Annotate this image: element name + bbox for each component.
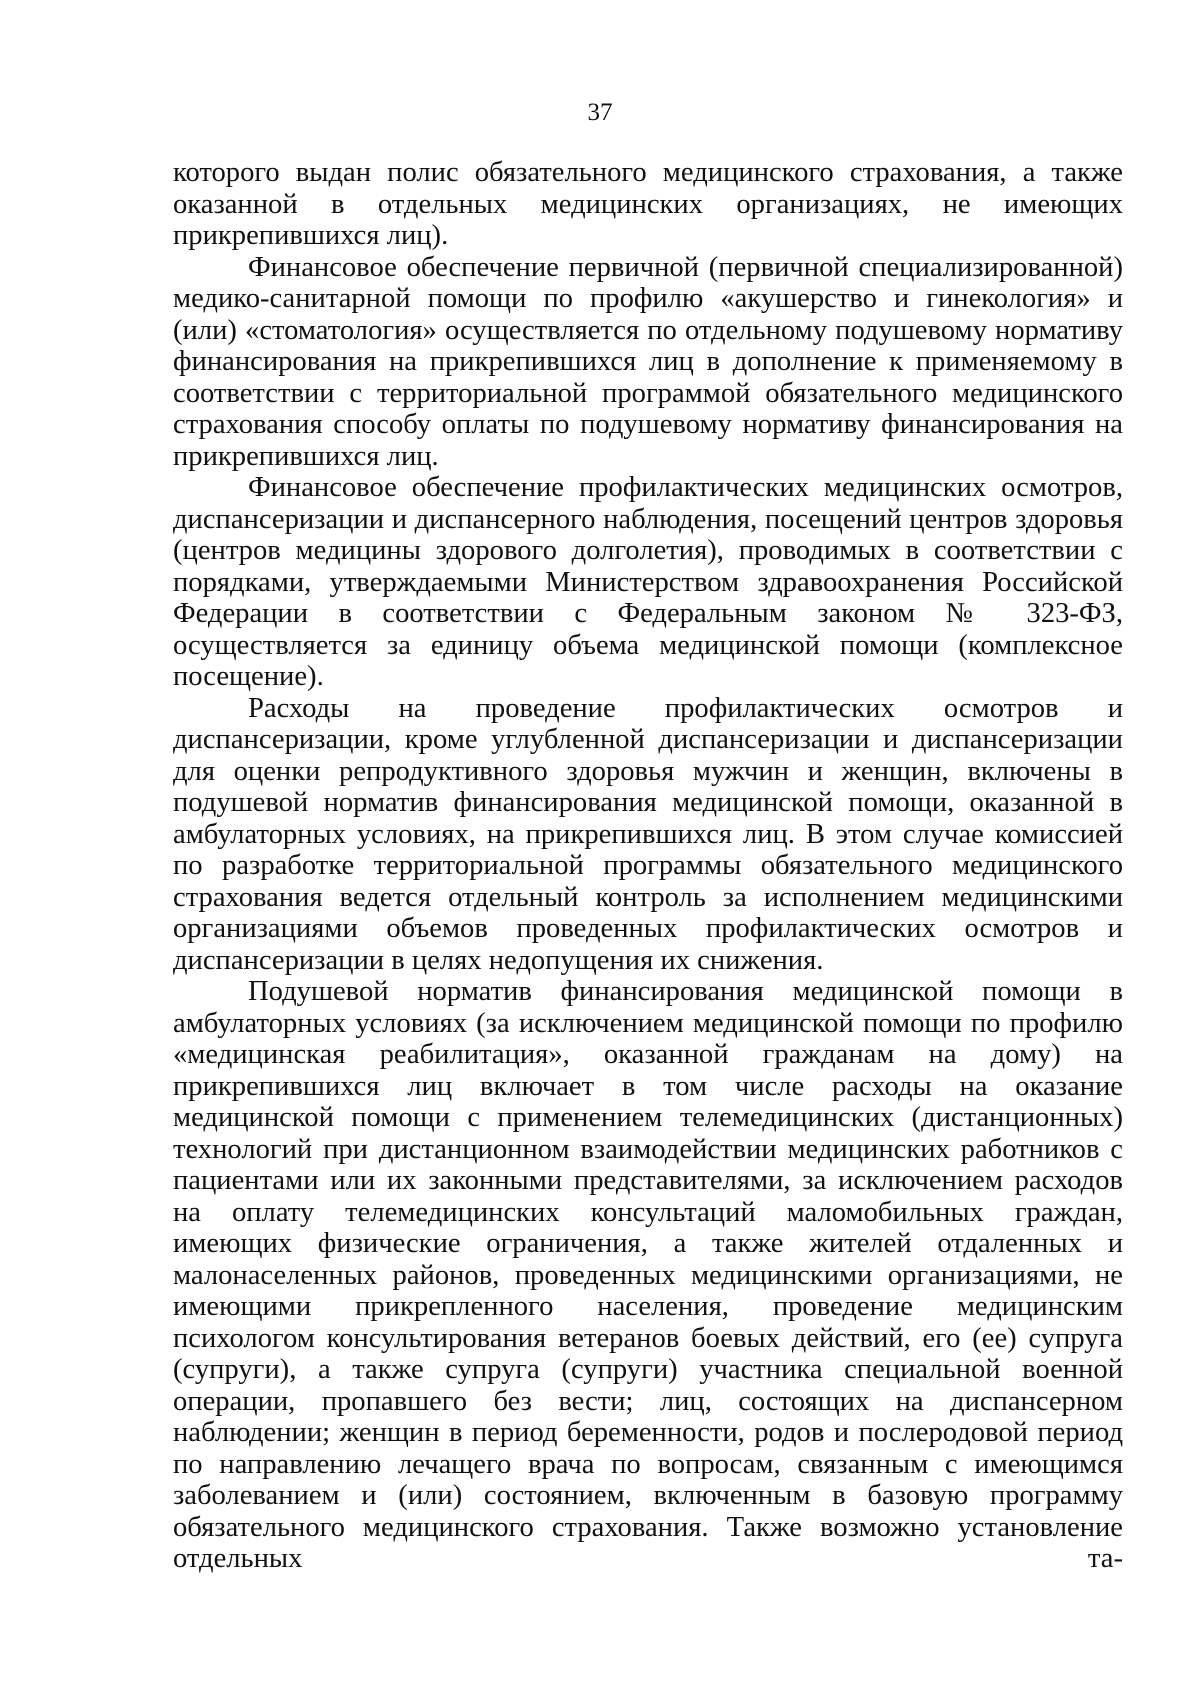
page-number: 37 [587,99,613,126]
paragraph-2: Финансовое обеспечение первичной (первичной специализированной) медико-санитарной помощи по профилю «акушерство и гинекология» и (или) «стоматология» осуществляется по отдельному подушевому нормативу финансирования на прикрепившихся лиц в дополнение к применяемому в соответствии с территориальной программой обязательного медицинского страхования способу оплаты по подушевому нормативу финансирования на прикрепившихся лиц. [173,251,1123,472]
paragraph-4: Расходы на проведение профилактических осмотров и диспансеризации, кроме углубленной диспансеризации и диспансеризации для оценки репродуктивного здоровья мужчин и женщин, включены в подушевой норматив финансирования медицинской помощи, оказанной в амбулаторных условиях, на прикрепившихся лиц. В этом случае комиссией по разработке территориальной программы обязательного медицинского страхования ведется отдельный контроль за исполнением медицинскими организациями объемов проведенных профилактических осмотров и диспансеризации в целях недопущения их снижения. [173,692,1123,976]
paragraph-1: которого выдан полис обязательного медицинского страхования, а также оказанной в отдельных медицинских организациях, не имеющих прикрепившихся лиц). [173,157,1123,251]
paragraph-3: Финансовое обеспечение профилактических медицинских осмотров, диспансеризации и диспансерного наблюдения, посещений центров здоровья (центров медицины здорового долголетия), проводимых в соответствии с порядками, утверждаемыми Министерством здравоохранения Российской Федерации в соответствии с Федеральным законом № 323-ФЗ, осуществляется за единицу объема медицинской помощи (комплексное посещение). [173,472,1123,692]
paragraph-5: Подушевой норматив финансирования медицинской помощи в амбулаторных условиях (за исключением медицинской помощи по профилю «медицинская реабилитация», оказанной гражданам на дому) на прикрепившихся лиц включает в том числе расходы на оказание медицинской помощи с применением телемедицинских (дистанционных) технологий при дистанционном взаимодействии медицинских работников с пациентами или их законными представителями, за исключением расходов на оплату телемедицинских консультаций маломобильных граждан, имеющих физические ограничения, а также жителей отдаленных и малонаселенных районов, проведенных медицинскими организациями, не имеющими прикрепленного населения, проведение медицинским психологом консультирования ветеранов боевых действий, его (ее) супруга (супруги), а также супруга (супруги) участника специальной военной операции, пропавшего без вести; лиц, состоящих на диспансерном наблюдении; женщин в период беременности, родов и послеродовой период по направлению лечащего врача по вопросам, связанным с имеющимся заболеванием и (или) состоянием, включенным в базовую программу обязательного медицинского страхования. Также возможно установление отдельных та- [173,976,1123,1574]
document-body [173,157,1123,1575]
